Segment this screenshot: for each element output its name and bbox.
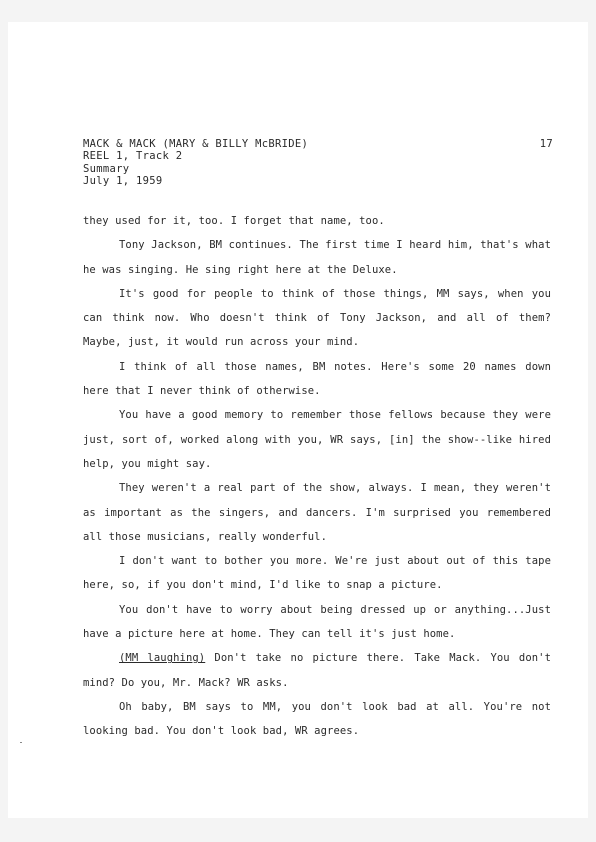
paragraph: they used for it, too. I forget that name, too. (83, 215, 385, 227)
header-title: MACK & MACK (MARY & BILLY McBRIDE) (83, 138, 309, 150)
paragraph-text: Don't take no picture there. Take Mack. You don't mind? Do you, Mr. Mack? WR asks. (83, 652, 552, 689)
paragraph (83, 646, 551, 695)
document-body (83, 209, 551, 744)
paragraph: I think of all those names, BM notes. Here's some 20 names down here that I never think of otherwise. (83, 360, 551, 398)
stage-direction: (MM laughing) (119, 652, 206, 665)
header-date: July 1, 1959 (83, 174, 163, 187)
document-header (83, 138, 553, 187)
page-number: 17 (539, 138, 553, 150)
header-reel: REEL 1, Track 2 (83, 150, 183, 163)
paragraph: They weren't a real part of the show, always. I mean, they weren't as important as the singers, and dancers. I'm surprised you remembered all those musicians, really wonderful. (83, 482, 551, 543)
paragraph: You don't have to worry about being dressed up or anything...Just have a picture here at home. They can tell it's just home. (83, 603, 551, 641)
paragraph: You have a good memory to remember those fellows because they were just, sort of, worked along with you, WR says, [in] the show--like hired help, you might say. (83, 409, 551, 470)
scan-speck (20, 742, 22, 743)
paragraph: Oh baby, BM says to MM, you don't look bad at all. You're not looking bad. You don't look bad, WR agrees. (83, 700, 551, 738)
paragraph: Tony Jackson, BM continues. The first time I heard him, that's what he was singing. He sing right here at the Deluxe. (83, 239, 551, 276)
paragraph: I don't want to bother you more. We're just about out of this tape here, so, if you don't mind, I'd like to snap a picture. (83, 555, 551, 592)
paragraph: It's good for people to think of those things, MM says, when you can think now. Who doesn't think of Tony Jackson, and all of them? Maybe, just, it would run across your mind. (83, 287, 551, 349)
header-type: Summary (83, 162, 130, 175)
